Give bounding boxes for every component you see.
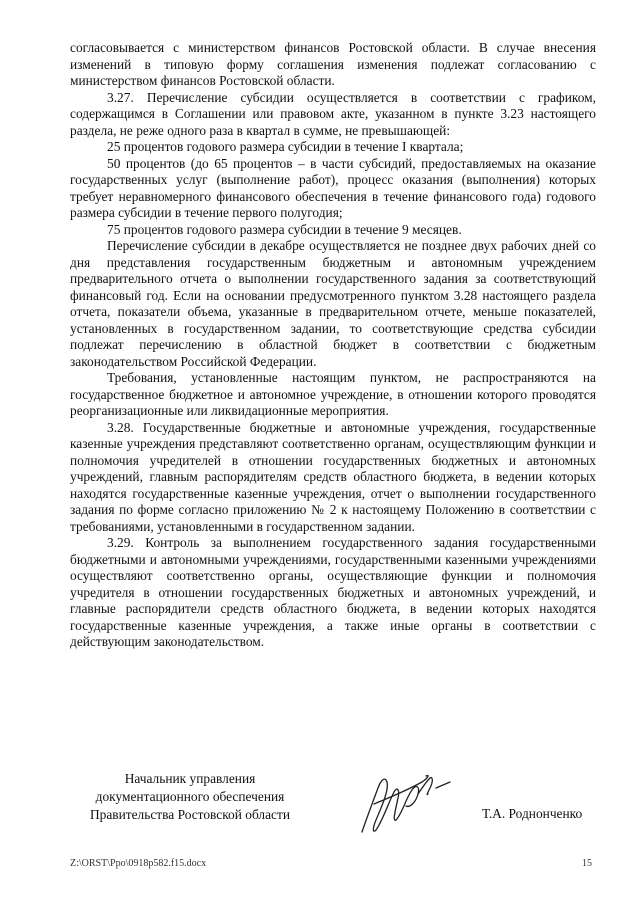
- page-number: 15: [582, 858, 592, 869]
- paragraph-continuation: согласовывается с министерством финансов Ростовской области. В случае внесения изменений в типовую форму соглашения изменения подлежат согласованию с министерством финансов Ростовской области.: [70, 40, 596, 88]
- paragraph-december: Перечисление субсидии в декабре осуществляется не позднее двух рабочих дней со дня представления государственным бюджетным и автономным учреждением предварительного отчета о выполнении государственного задания за соответствующий финансовый год. Если на основании предусмотренного пунктом 3.28 настоящего раздела отчета, показатели объема, указанные в предварительном отчете, меньше показателей, установленных в государственном задании, то соответствующие средства субсидии подлежат перечислению в областной бюджет в соответствии с бюджетным законодательством Российской Федерации.: [70, 238, 596, 369]
- document-body: [70, 40, 596, 651]
- paragraph-requirements: Требования, установленные настоящим пунктом, не распространяются на государственное бюджетное и автономное учреждение, в отношении которого проводятся реорганизационные или ликвидационные мероприятия.: [70, 370, 596, 418]
- position-line: Правительства Ростовской области: [89, 807, 291, 822]
- position-line: Начальник управления: [124, 771, 256, 786]
- footer-file-path: Z:\ORST\Ppo\0918p582.f15.docx: [70, 858, 207, 869]
- paragraph-nine-months: 75 процентов годового размера субсидии в течение 9 месяцев.: [107, 221, 462, 237]
- position-line: документационного обеспечения: [95, 789, 285, 804]
- handwritten-signature: [352, 764, 457, 844]
- paragraph-half-year: 50 процентов (до 65 процентов – в части субсидий, предоставляемых на оказание государственных услуг (выполнение работ), процесс оказания (выполнения) которых требует неравномерного финансового обеспечения в течение финансового года) годового размера субсидии в течение первого полугодия;: [70, 155, 596, 220]
- paragraph-3-28: 3.28. Государственные бюджетные и автономные учреждения, государственные казенные учреждения представляют соответственно органам, осуществляющим функции и полномочия учредителей в отношении государственных бюджетных и автономных учреждений, главным распорядителям средств областного бюджета, в ведении которых находятся государственные казенные учреждения, отчет о выполнении государственного задания по форме согласно приложению № 2 к настоящему Положению в соответствии с требованиями, установленными в государственном задании.: [70, 419, 596, 534]
- signatory-name: Т.А. Роднонченко: [482, 806, 583, 821]
- paragraph-3-27: 3.27. Перечисление субсидии осуществляется в соответствии с графиком, содержащимся в Соглашении или правовом акте, указанном в пункте 3.23 настоящего раздела, не реже одного раза в квартал в сумме, не превышающей:: [70, 89, 596, 138]
- signatory-position: [70, 770, 310, 824]
- paragraph-3-29: 3.29. Контроль за выполнением государственного задания государственными бюджетными и автономными учреждениями, государственными казенными учреждениями осуществляют соответственно органы, осуществляющие функции и полномочия учредителя в отношении государственных бюджетных и автономных учреждений, и главные распорядители средств областного бюджета, в ведении которых находятся государственные казенные учреждения, а также иные органы в соответствии с действующим законодательством.: [70, 535, 596, 649]
- paragraph-quarter-1: 25 процентов годового размера субсидии в течение I квартала;: [107, 139, 464, 154]
